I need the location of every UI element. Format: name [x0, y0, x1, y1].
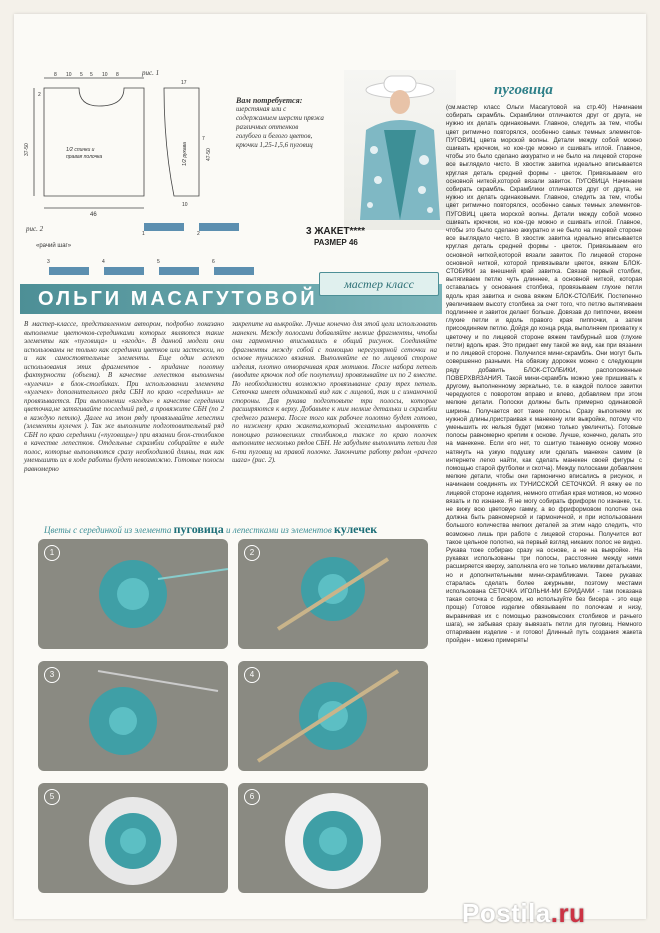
- master-class-banner: ОЛЬГИ МАСАГУТОВОЙ: [20, 284, 442, 314]
- step-photo-1: [38, 539, 228, 649]
- sleeve-right: 47-50: [206, 148, 212, 161]
- step-photo-3: [38, 661, 228, 771]
- step-number: 5: [44, 789, 60, 805]
- step-illustration-1: [38, 539, 228, 649]
- sleeve-top: 17: [181, 80, 187, 86]
- fig2-diagram: [24, 219, 324, 287]
- fig1-label: рис. 1: [142, 69, 160, 77]
- magazine-page: [14, 14, 646, 928]
- top-dim-6: 8: [116, 72, 119, 78]
- pattern-schematic: [24, 66, 229, 234]
- sleeve-mid: 7: [202, 136, 205, 142]
- step-illustration-3: [38, 661, 228, 771]
- step-number: 2: [244, 545, 260, 561]
- fig2-num-6: 6: [212, 259, 215, 265]
- top-dim-4: 5: [90, 72, 93, 78]
- step-illustration-5: [38, 783, 228, 893]
- fig2-num-3: 3: [47, 259, 50, 265]
- left-dim: 37-50: [24, 143, 30, 156]
- step-photo-2: [238, 539, 428, 649]
- step-photo-4: [238, 661, 428, 771]
- fig2-num-2: 2: [197, 231, 200, 237]
- materials-title: Вам потребуется:: [236, 96, 303, 105]
- step-illustration-6: [238, 783, 428, 893]
- bottom-dim: 46: [90, 212, 97, 218]
- watermark-main: Postila: [462, 898, 551, 928]
- top-dim-3: 5: [80, 72, 83, 78]
- materials-text: шерстяная или с содержанием шерсти пряжа различных оттенков голубого и белого цветов, крючки 1,25-1,5,6 пуговиц: [236, 105, 324, 149]
- fig2-num-1: 1: [142, 231, 145, 237]
- article-column-1: В мастер-классе, представленном автором, подробно показано выполнение цветочков-серединками которых являются такие элементы как «пуговица» и «ягода». В данной модели они использованы не только как серединки цветков или застежки, но и как самостоятельные элементы. Еще один аспект использования этих фрагментов - придание полотну фактурности (объема). В качестве лепестков выполнены «кулечки» в блок-столбиках. При использовании элемента «кулечек» дополнительного ряда СБН по краю «серединки» не провязывается. При выполнении «ягоды» в качестве серединки цветочка,не затягивайте последний ряд, а провяжите СБН (по 2 в каждую петлю). Далее на этом ряду провязывайте лепестки (элементы кулечек ). Так же выполните подготовительный ряд СБН по краю серединки («пуговицы») при вязании блок-столбиков в качестве лепестков. Отдельные скрамбли собирайте в виде полос, которые выполняются сразу необходимой длины, так как уменьшить их в ходе работы будет невозможно. Готовые полосы равномерно: [24, 320, 224, 473]
- caption-middle: и лепестками из элементов: [225, 525, 332, 535]
- sleeve-bottom: 10: [182, 202, 188, 208]
- step-number: 6: [244, 789, 260, 805]
- top-dim-1: 8: [54, 72, 57, 78]
- step-number: 3: [44, 667, 60, 683]
- step-number: 1: [44, 545, 60, 561]
- caption-prefix: Цветы с серединкой из элемента: [44, 525, 172, 535]
- fig2-num-4: 4: [102, 259, 105, 265]
- center-label-2: правая полочка: [66, 154, 103, 160]
- watermark: [462, 898, 652, 929]
- step-number: 4: [244, 667, 260, 683]
- jacket-photo-illustration: [344, 70, 456, 230]
- fig2-sublabel: «рачий шаг»: [36, 243, 72, 249]
- steps-caption: [44, 522, 434, 537]
- article-column-2: закрепите на выкройке. Лучше конечно для этой цели использовать манекен. Между полосами добавляйте мелкие фрагменты, чтобы они гармонично вписывались в общий рисунок. Соединяйте фрагменты между собой с помощью нерегулярной сеточки на основе туниского вязания. Выполняйте ее по лицевой стороне изделия, плотно отворачивая края мотивов. После набора петель (вводите крючок под обе полупетли) провязывайте их по 2 вместе. По необходимости возможно провязывание сразу трех петель. Сеточка имеет одинаковый вид как с лицевой, так и с изнаночной стороны. Для рукава подготовьте три полосы, которые расширяются к верху. Добавьте к ним мелкие детальки и скрамбли среднего размера. После того как рабочее полотно будет готово, по нижнему краю жакета,который желательно выровнять с помощью разновеликих столбиков,а также по краю полочек выполните несколько рядов СБН. Не забудьте выполнить петли для 6-ти пуговиц на правой полочке. Закончите работу рядом «рачего шага» (рис. 2).: [232, 320, 437, 464]
- fig2-num-5: 5: [157, 259, 160, 265]
- step-illustration-4: [238, 661, 428, 771]
- fig2-label: рис. 2: [26, 225, 44, 233]
- materials-box: [236, 96, 324, 150]
- jacket-photo: [344, 70, 456, 230]
- center-label-1: 1/2 спинки и: [66, 147, 95, 153]
- right-heading: пуговица: [494, 82, 553, 98]
- caption-word-2: кулечек: [334, 522, 378, 536]
- left-dim-2: 2: [38, 92, 41, 98]
- top-dim-2: 10: [66, 72, 72, 78]
- watermark-suffix: .ru: [550, 898, 586, 928]
- caption-word-1: пуговица: [173, 522, 224, 536]
- jacket-title: 3 ЖАКЕТ****: [306, 226, 366, 237]
- sleeve-label: 1/2 рукава: [182, 142, 188, 166]
- master-class-badge: мастер класс: [319, 272, 439, 296]
- step-illustration-2: [238, 539, 428, 649]
- step-photo-5: [38, 783, 228, 893]
- step-photo-6: [238, 783, 428, 893]
- jacket-size: РАЗМЕР 46: [314, 238, 358, 247]
- right-column-text: (см.мастер класс Ольги Масагутовой на стр.40) Начинаем собирать скрамбль. Скрамблики отличаются друг от друга, не нужно их делать одинаковыми. Главное, следить за тем, чтобы цвет ритмично повторялся, особенно самых темных элементов-ПУГОВИЦ цвета морской волны. Детали между собой можно сшивать крючком, но кое-где можно и сшивать иглой. Главное, чтобы это было сделано аккуратно и не было на лицевой стороне все выглядело чисто. В хвостик завитка идеально вписывается круглая деталь средней формы - цветок. Привязываем его основной ниткой,которой вязали завиток. ПУГОВИЦА Начинаем собирать скрамбль. Скрамблики отличаются друг от друга, не нужно их делать одинаковыми. Главное, следить за тем, чтобы цвет ритмично повторялся, особенно самых темных элементов-ПУГОВИЦ цвета морской волны. Детали между собой можно сшивать крючком, но кое-где можно и сшивать иглой. Главное, чтобы это было сделано аккуратно и не было на лицевой стороне все выглядело чисто. В хвостик завитка идеально вписывается круглая деталь средней формы - цветок. Привязываем его основной ниткой,которой вязали завиток. По лицевой стороне основной ниткой, которой привязывали цветок, вяжем БЛОК-СТОБИКИ за внешний край завитка. Связав первый столбик, вытягиваем петлю чуть длиннее, а основной ниткой, которая оставалась у основания столбика, провязываем глухие петли вдоль края завитка и снова вяжем БЛОК-СТОЛБИК. Постепенно увеличиваем высоту столбика за счет того, что петлю вытягиваем подлиннее и завиток делает больше. Довязав до пиппочки, вяжем глухие петли и вдоль правого края пиппочки, а затем присоединяем петлю. Дойдя до конца ряда, выполняем прихватку к цветочку и по лицевой стороне вяжем тамбурный шов (глухие петли) вдоль края. Это придает ему такой же вид, как при вязании и по лицевой стороне. Получился мини-скрамбль. Они могут быть совершенно разными. На обвязку дорожек можно с следующим ряду добавить БЛОК-СТОЛБИКИ, расположенные ПОВЕРХВЯЗАНИЯ. Такой мини-скрамбль можно уже пришивать к другому, выполненному зеркально, т.е. в каждой полосе завитки чередуются с поворотом вправо и влево, добавляем при этом мелкие детали. Полоски должны быть примерно одинаковой ширины. Получается вот такие полосы. Сразу выполняем их нужной длины,пристраивая к манекену или выкройке, потому что уменьшить их нельзя будет (можно только увеличить). Готовые полосы равномерно крепим к основе. Лучше, конечно, делать это на манекене. Если его нет, то сшитую тканевую основу можно натянуть на узкую подушку или сделать манекен самим (в интернете легко найти, как сделать манекен своей фигуры с помощью старой футболки и скотча). Между полосками добавляем мелкие детали, чтобы они гармонично вписались в рисунок, и начинаем соединять их ТУНИССКОЙ СЕТОЧКОЙ. Я вяжу ее по лицевой стороне изделия, немного отгибая края мотивов, но можно вязать и по изнанке. Я не могу собирать фриформ по изнанке, т.к. не вижу всю цветовую гамму, а во фриформовом полотне она должна быть равномерной и гармоничной, и при использовании большого количества мелких деталей за этим надо следить, что возможно лишь при работе с лицевой стороны. Получится вот такое цельное полотно, на первый взгляд никаких полос не видно. Рукава тоже собираю сразу на основе, а не на выкройке. На рукавах использованы три полосы, расстояние между ними расширяется кверху, заполняла его не только мелкими детальками, но и дополнительными мини-скрамбликами. Также рукавах старалась сделать более ажурными, поэтому местами использована СЕТОЧКА ИГОЛЬНИ-МИ БРИДАМИ - там показана такая сеточка с бисером, но используйте без бисера - это еще проще) Готовое изделие обвязываем по полочкам и низу, выравнивая их с помощью разновысоких столбиков и рачьего шага), не забывая сразу вывязать петли для пуговиц. Немного отпариваем изделие - и готово! Длинный путь создания жакета пройден - можно примерять!: [446, 104, 642, 645]
- top-dim-5: 10: [102, 72, 108, 78]
